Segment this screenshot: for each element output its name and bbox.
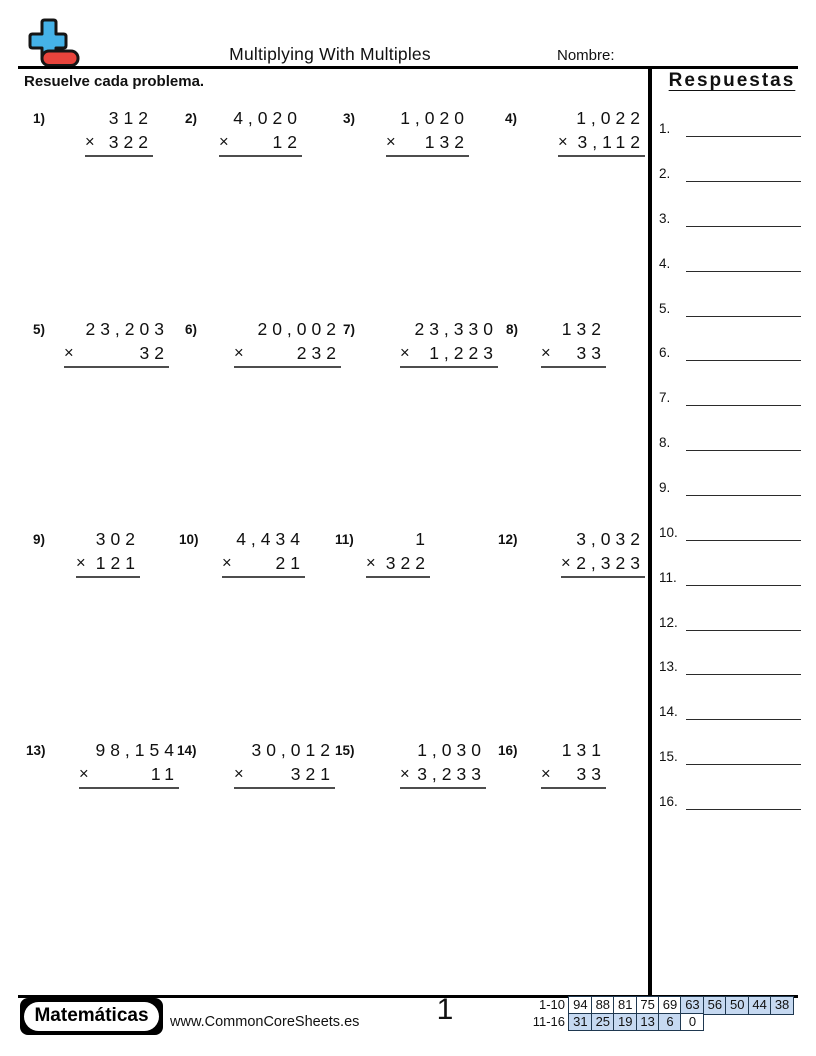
multiplicand: 131 — [561, 740, 606, 760]
answer-row-14 — [659, 699, 801, 720]
times-icon: × — [79, 765, 89, 783]
answer-row-4 — [659, 251, 801, 272]
multiplicand: 4,434 — [236, 529, 305, 549]
times-icon: × — [64, 344, 74, 362]
times-icon: × — [85, 133, 95, 151]
answer-blank-line[interactable] — [686, 674, 801, 675]
times-icon: × — [222, 554, 232, 572]
multiplier: 322 — [108, 132, 153, 152]
score-range-label: 11-16 — [532, 1013, 565, 1029]
times-icon: × — [400, 765, 410, 783]
answer-row-1 — [659, 116, 801, 137]
multiplicand: 1 — [415, 529, 430, 549]
times-icon: × — [76, 554, 86, 572]
plus-minus-icon — [28, 18, 82, 68]
page-number: 1 — [436, 993, 454, 1026]
problem-number: 11) — [335, 532, 354, 547]
multiplicand: 98,154 — [95, 740, 179, 760]
answers-title: Respuestas — [668, 70, 796, 91]
score-cell: 44 — [748, 996, 772, 1015]
answer-row-2 — [659, 161, 801, 182]
answer-blank-line[interactable] — [686, 226, 801, 227]
score-cell: 56 — [703, 996, 727, 1015]
multiplier: 2,323 — [576, 553, 645, 573]
multiplicand: 1,030 — [417, 740, 486, 760]
score-cell: 6 — [658, 1013, 682, 1032]
problem-number: 9) — [33, 532, 46, 547]
answer-row-11 — [659, 565, 801, 586]
multiplier-row — [541, 341, 606, 368]
answer-number: 10. — [659, 524, 678, 540]
problem-number: 10) — [179, 532, 199, 547]
answer-number: 5. — [659, 300, 671, 316]
answer-blank-line[interactable] — [686, 405, 801, 406]
answer-blank-line[interactable] — [686, 630, 801, 631]
multiplier: 32 — [139, 343, 169, 363]
problem-8 — [0, 317, 648, 377]
score-cell: 0 — [680, 1013, 704, 1032]
problem-number: 13) — [26, 743, 46, 758]
multiplier: 3,112 — [577, 132, 645, 152]
answer-number: 9. — [659, 479, 671, 495]
times-icon: × — [561, 554, 571, 572]
problem-number: 4) — [505, 111, 518, 126]
multiplicand: 1,020 — [400, 108, 469, 128]
multiplicand: 1,022 — [576, 108, 645, 128]
multiplier: 33 — [576, 764, 606, 784]
multiplicand: 30,012 — [251, 740, 335, 760]
answer-number: 13. — [659, 658, 678, 674]
problem-work — [541, 317, 606, 368]
problem-number: 7) — [343, 322, 356, 337]
multiplicand: 4,020 — [233, 108, 302, 128]
problem-number: 8) — [506, 322, 519, 337]
brand-logo — [20, 998, 163, 1035]
answer-number: 1. — [659, 120, 671, 136]
answer-blank-line[interactable] — [686, 316, 801, 317]
answer-row-10 — [659, 520, 801, 541]
answer-number: 6. — [659, 344, 671, 360]
problem-number: 3) — [343, 111, 356, 126]
times-icon: × — [386, 133, 396, 151]
multiplier: 121 — [95, 553, 140, 573]
score-cell: 94 — [568, 996, 592, 1015]
multiplier: 322 — [385, 553, 430, 573]
website-url: www.CommonCoreSheets.es — [170, 1014, 360, 1030]
answer-blank-line[interactable] — [686, 136, 801, 137]
score-cell: 63 — [680, 996, 704, 1015]
score-cell: 69 — [658, 996, 682, 1015]
answer-blank-line[interactable] — [686, 271, 801, 272]
answer-blank-line[interactable] — [686, 809, 801, 810]
score-cell: 25 — [591, 1013, 615, 1032]
multiplier: 232 — [296, 343, 341, 363]
times-icon: × — [234, 765, 244, 783]
answer-number: 15. — [659, 748, 678, 764]
multiplier: 132 — [424, 132, 469, 152]
answer-row-3 — [659, 206, 801, 227]
problem-number: 14) — [177, 743, 197, 758]
answer-blank-line[interactable] — [686, 764, 801, 765]
answer-row-16 — [659, 789, 801, 810]
multiplicand: 302 — [95, 529, 140, 549]
multiplier-row — [541, 762, 606, 789]
answer-blank-line[interactable] — [686, 719, 801, 720]
times-icon: × — [541, 344, 551, 362]
answer-blank-line[interactable] — [686, 540, 801, 541]
multiplier: 1,223 — [429, 343, 498, 363]
answer-number: 8. — [659, 434, 671, 450]
score-table — [520, 996, 794, 1031]
multiplicand: 20,002 — [257, 319, 341, 339]
multiplicand: 3,032 — [576, 529, 645, 549]
answer-blank-line[interactable] — [686, 585, 801, 586]
times-icon: × — [541, 765, 551, 783]
times-icon: × — [366, 554, 376, 572]
multiplier: 21 — [275, 553, 305, 573]
problem-number: 15) — [335, 743, 355, 758]
answer-number: 3. — [659, 210, 671, 226]
problem-work — [541, 738, 606, 789]
score-cell: 88 — [591, 996, 615, 1015]
answer-number: 14. — [659, 703, 678, 719]
score-range-label: 1-10 — [538, 997, 565, 1012]
times-icon: × — [400, 344, 410, 362]
answer-row-8 — [659, 430, 801, 451]
multiplier: 3,233 — [417, 764, 486, 784]
score-row-1-10 — [520, 996, 794, 1015]
problem-number: 5) — [33, 322, 46, 337]
score-cell: 31 — [568, 1013, 592, 1032]
multiplier-row — [561, 551, 645, 578]
header-divider — [18, 66, 798, 69]
problem-16 — [0, 738, 648, 798]
page-title: Multiplying With Multiples — [229, 44, 431, 64]
score-cell: 81 — [613, 996, 637, 1015]
problem-4 — [0, 106, 648, 166]
answer-row-6 — [659, 340, 801, 361]
answer-number: 12. — [659, 614, 678, 630]
answer-row-5 — [659, 296, 801, 317]
multiplier-row — [558, 130, 645, 157]
multiplicand: 23,203 — [85, 319, 169, 339]
problem-number: 2) — [185, 111, 198, 126]
multiplicand: 132 — [561, 319, 606, 339]
answer-row-12 — [659, 610, 801, 631]
score-cell: 38 — [770, 996, 794, 1015]
answer-number: 7. — [659, 389, 671, 405]
answer-number: 4. — [659, 255, 671, 271]
times-icon: × — [558, 133, 568, 151]
brand-name: Matemáticas — [24, 1002, 158, 1031]
multiplier: 11 — [150, 764, 179, 784]
score-cell: 13 — [636, 1013, 660, 1032]
times-icon: × — [219, 133, 229, 151]
problem-number: 1) — [33, 111, 46, 126]
problem-work — [561, 527, 645, 578]
answers-column-divider — [648, 66, 652, 997]
answer-row-15 — [659, 744, 801, 765]
multiplicand: 23,330 — [414, 319, 498, 339]
multiplier: 12 — [272, 132, 302, 152]
answer-row-7 — [659, 385, 801, 406]
problem-number: 16) — [498, 743, 518, 758]
score-cell: 75 — [636, 996, 660, 1015]
answer-blank-line[interactable] — [686, 450, 801, 451]
answer-blank-line[interactable] — [686, 495, 801, 496]
multiplier: 321 — [290, 764, 335, 784]
answer-blank-line[interactable] — [686, 181, 801, 182]
answer-blank-line[interactable] — [686, 360, 801, 361]
score-cell: 19 — [613, 1013, 637, 1032]
problem-number: 6) — [185, 322, 198, 337]
problem-12 — [0, 527, 648, 587]
score-row-11-16 — [520, 1013, 794, 1032]
answer-number: 16. — [659, 793, 678, 809]
multiplier: 33 — [576, 343, 606, 363]
instruction-text: Resuelve cada problema. — [24, 73, 205, 90]
answer-row-13 — [659, 654, 801, 675]
problem-number: 12) — [498, 532, 518, 547]
problem-work — [558, 106, 645, 157]
answer-number: 11. — [659, 569, 677, 585]
score-cell: 50 — [725, 996, 749, 1015]
answer-number: 2. — [659, 165, 671, 181]
multiplicand: 312 — [108, 108, 153, 128]
times-icon: × — [234, 344, 244, 362]
answer-row-9 — [659, 475, 801, 496]
name-label: Nombre: — [557, 47, 615, 64]
